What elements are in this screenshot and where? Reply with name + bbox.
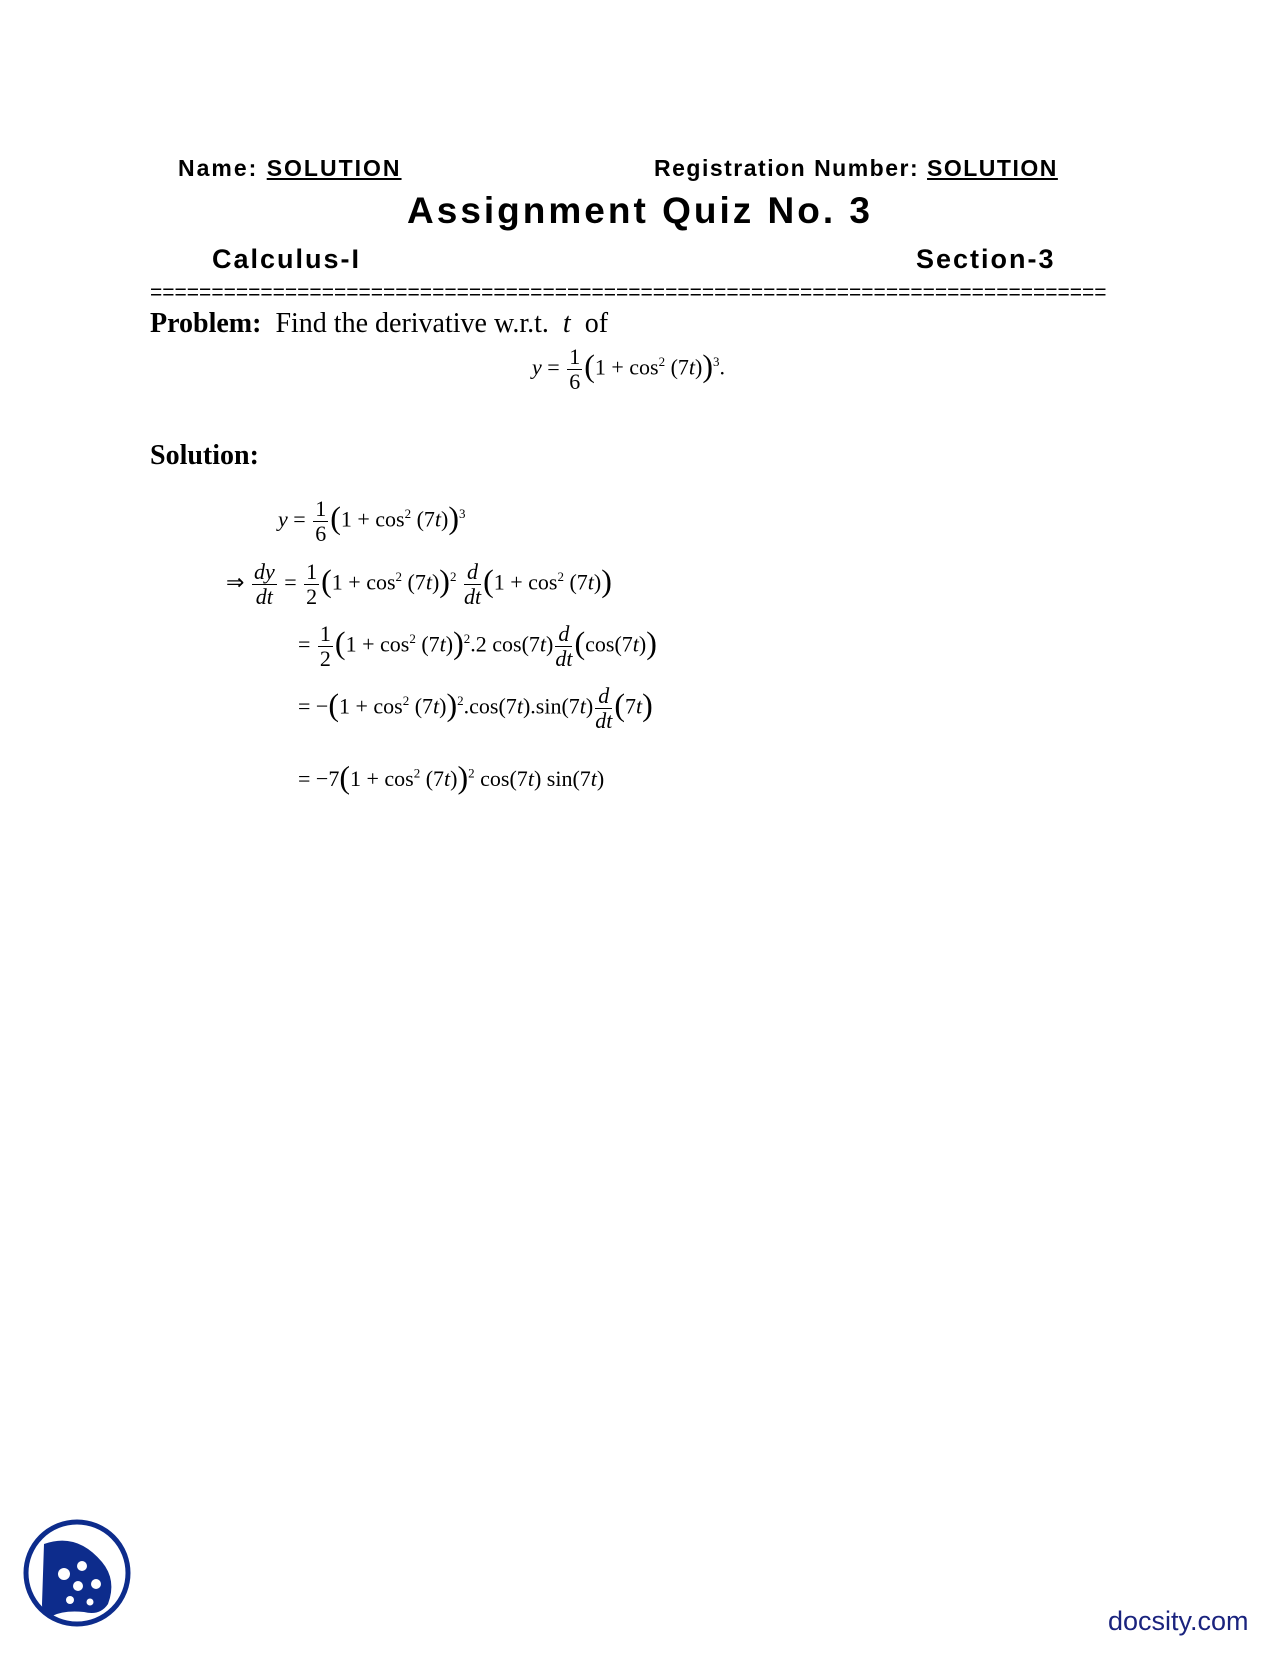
solution-label: Solution: bbox=[150, 440, 259, 471]
page-title: Assignment Quiz No. 3 bbox=[407, 190, 873, 231]
registration-value: SOLUTION bbox=[927, 155, 1058, 181]
solution-step-4: = $-(1 + \cos^2 (7t))^2.\cos(7t).\sin(7t)$ $\frac{d}{dt}$ (7t) bbox=[298, 683, 653, 733]
solution-step-1: y = $\frac{1}{6}$ $(1 + \cos^2 (7t))^3$ bbox=[278, 496, 466, 546]
docsity-logo-icon bbox=[22, 1518, 132, 1633]
name-field bbox=[178, 155, 402, 182]
course-name: Calculus-I bbox=[212, 244, 362, 274]
docsity-brand-link[interactable]: docsity.com bbox=[1108, 1606, 1249, 1636]
problem-label: Problem: bbox=[150, 308, 262, 339]
section-label: Section-3 bbox=[916, 244, 1056, 274]
solution-step-5: = $-7(1 + \cos^2 (7t))^2$ cos(7t) sin(7t) bbox=[298, 759, 605, 795]
solution-step-2: ⇒ $\frac{dy}{dt}$ = $\frac{1}{2}$ $(1 + \cos^2 (7t))^2$ $\frac{d}{dt}$ $(1 + \cos^2 (7t))$ bbox=[226, 559, 612, 609]
problem-equation: y = $\frac{1}{6}$ $(1 + \cos^2 (7t))^3$. bbox=[532, 344, 726, 394]
name-label: Name: bbox=[178, 155, 259, 181]
divider-rule: ============================================================================== bbox=[150, 282, 1107, 304]
registration-field bbox=[654, 155, 1058, 182]
registration-label: Registration Number: bbox=[654, 155, 920, 181]
problem-text: Find the derivative w.r.t. bbox=[275, 308, 549, 339]
solution-step-3: = $\frac{1}{2}$ $(1 + \cos^2 (7t))^2.2$ cos(7t) $\frac{d}{dt}$ (cos(7t)) bbox=[298, 621, 657, 671]
problem-variable: t bbox=[562, 308, 571, 339]
problem-statement bbox=[150, 308, 608, 340]
name-value: SOLUTION bbox=[266, 155, 402, 181]
problem-text-of: of bbox=[584, 308, 609, 339]
